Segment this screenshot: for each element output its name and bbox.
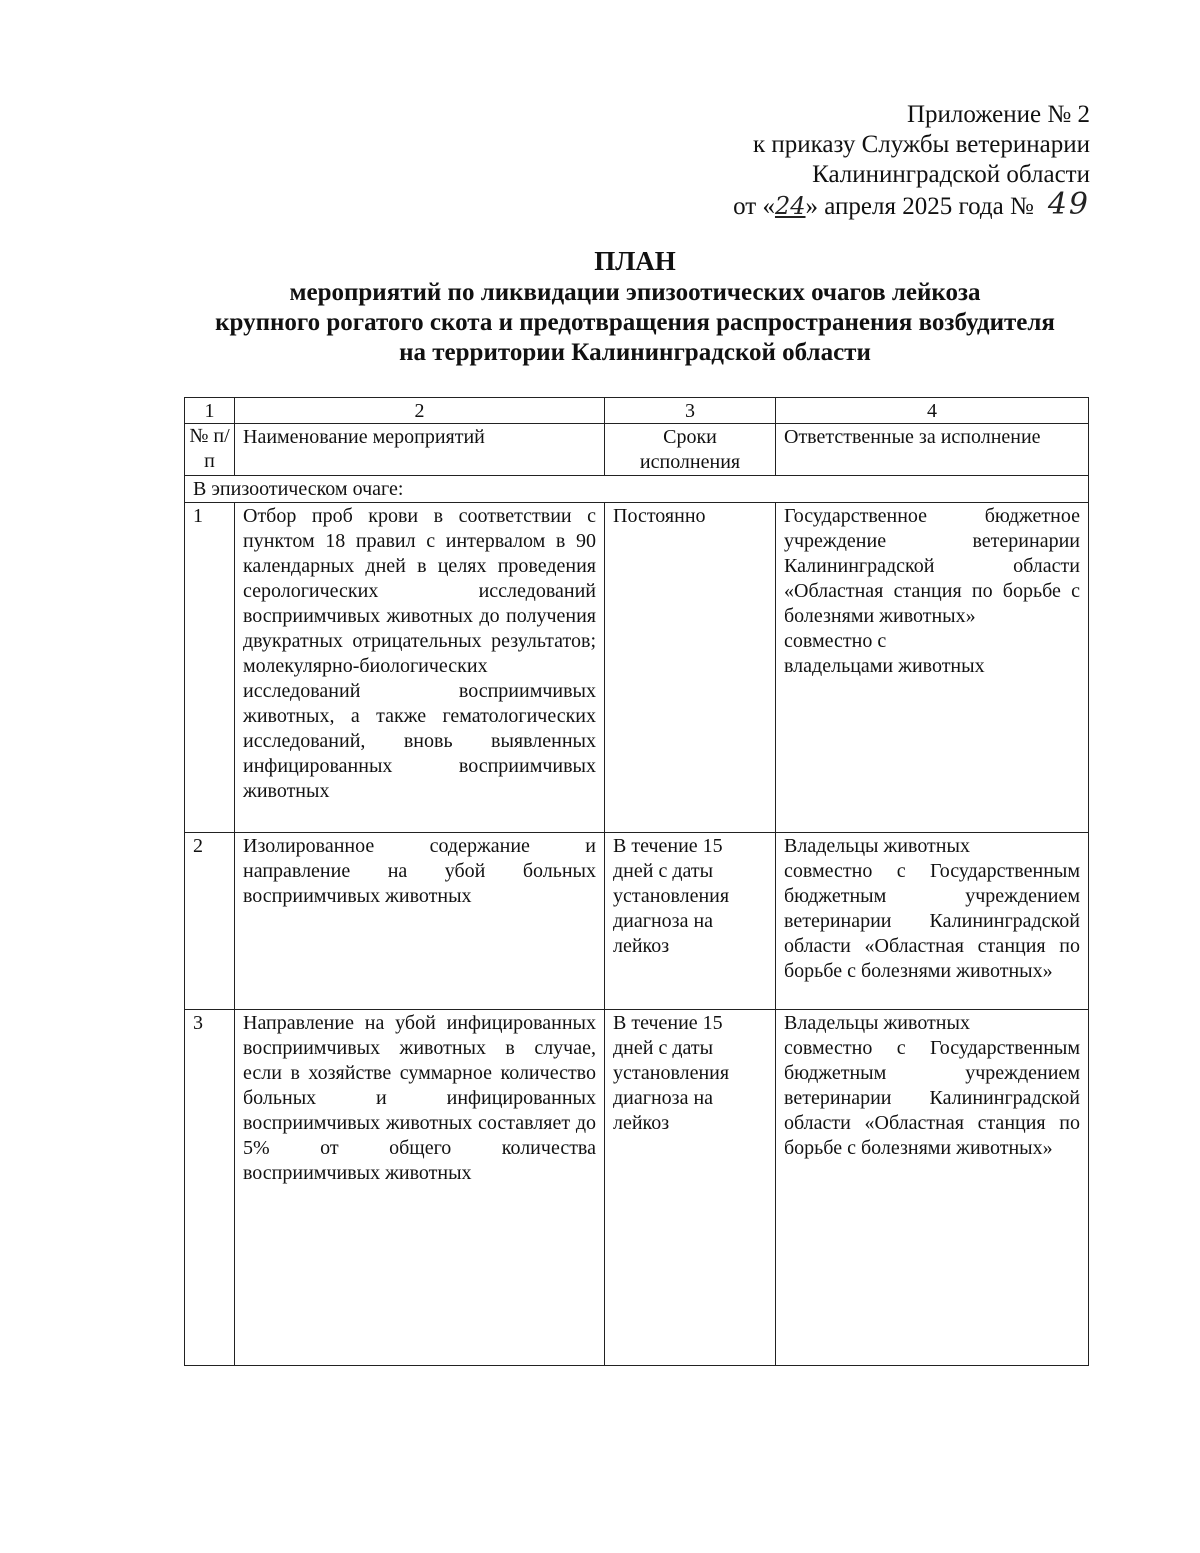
row-num: 1 bbox=[185, 503, 235, 833]
handwritten-order-number: 49 bbox=[1047, 187, 1090, 222]
row-responsible bbox=[776, 503, 1089, 833]
responsible-part: Владельцы животных bbox=[784, 835, 970, 857]
row-responsible bbox=[776, 1010, 1089, 1366]
plan-table bbox=[184, 397, 1089, 1366]
date-suffix: » апреля 2025 года № bbox=[805, 193, 1034, 220]
table-row bbox=[185, 1010, 1089, 1366]
header-num: № п/п bbox=[185, 424, 235, 476]
row-num: 3 bbox=[185, 1010, 235, 1366]
title-line-2: крупного рогатого скота и предотвращения распространения возбудителя bbox=[215, 309, 1055, 336]
column-number: 2 bbox=[235, 398, 605, 424]
appendix-header bbox=[700, 100, 1090, 222]
row-name: Отбор проб крови в соответствии с пунктом 18 правил с интервалом в 90 календарных дней в целях проведения серологических исследований восприимчивых животных до получения двукратных отрицательных результатов; молекулярно-биологических исследований восприимчивых животных, а также гематологических исследований, вновь выявленных инфицированных восприимчивых животных bbox=[235, 503, 605, 833]
row-terms: В течение 15 дней с даты установления диагноза на лейкоз bbox=[605, 833, 776, 1010]
title-line-3: на территории Калининградской области bbox=[399, 339, 871, 366]
row-name: Изолированное содержание и направление на убой больных восприимчивых животных bbox=[235, 833, 605, 1010]
row-terms: Постоянно bbox=[605, 503, 776, 833]
header-responsible: Ответственные за исполнение bbox=[776, 424, 1089, 476]
header-terms: Сроки исполнения bbox=[605, 424, 776, 476]
section-title: В эпизоотическом очаге: bbox=[185, 476, 1089, 503]
date-prefix: от « bbox=[733, 193, 775, 220]
responsible-part: совместно с Государственным бюджетным учреждением ветеринарии Калининградской области «Областная станция по борьбе с болезнями животных» bbox=[784, 860, 1080, 982]
row-name: Направление на убой инфицированных восприимчивых животных в случае, если в хозяйстве суммарное количество больных и инфицированных восприимчивых животных составляет до 5% от общего количества восприимчивых животных bbox=[235, 1010, 605, 1366]
appendix-line-3: Калининградской области bbox=[812, 161, 1090, 188]
handwritten-day: 24 bbox=[774, 192, 806, 220]
header-row bbox=[185, 424, 1089, 476]
header-name: Наименование мероприятий bbox=[235, 424, 605, 476]
title-main: ПЛАН bbox=[594, 246, 676, 276]
responsible-part: Государственное бюджетное учреждение ветеринарии Калининградской области «Областная станция по борьбе с болезнями животных» bbox=[784, 505, 1080, 627]
column-number: 3 bbox=[605, 398, 776, 424]
table-row bbox=[185, 503, 1089, 833]
responsible-part: совместно с Государственным бюджетным учреждением ветеринарии Калининградской области «Областная станция по борьбе с болезнями животных» bbox=[784, 1037, 1080, 1159]
row-terms: В течение 15 дней с даты установления диагноза на лейкоз bbox=[605, 1010, 776, 1366]
appendix-line-1: Приложение № 2 bbox=[906, 101, 1090, 128]
title-line-1: мероприятий по ликвидации эпизоотических очагов лейкоза bbox=[289, 279, 981, 306]
table-row bbox=[185, 833, 1089, 1010]
column-number: 4 bbox=[776, 398, 1089, 424]
section-row bbox=[185, 476, 1089, 503]
responsible-part: владельцами животных bbox=[784, 655, 985, 677]
appendix-line-2: к приказу Службы ветеринарии bbox=[752, 131, 1090, 158]
document-title bbox=[130, 246, 1140, 368]
row-num: 2 bbox=[185, 833, 235, 1010]
row-responsible bbox=[776, 833, 1089, 1010]
responsible-part: Владельцы животных bbox=[784, 1012, 970, 1034]
responsible-part: совместно с bbox=[784, 630, 887, 652]
appendix-date-line bbox=[700, 187, 1090, 222]
column-number: 1 bbox=[185, 398, 235, 424]
column-number-row bbox=[185, 398, 1089, 424]
